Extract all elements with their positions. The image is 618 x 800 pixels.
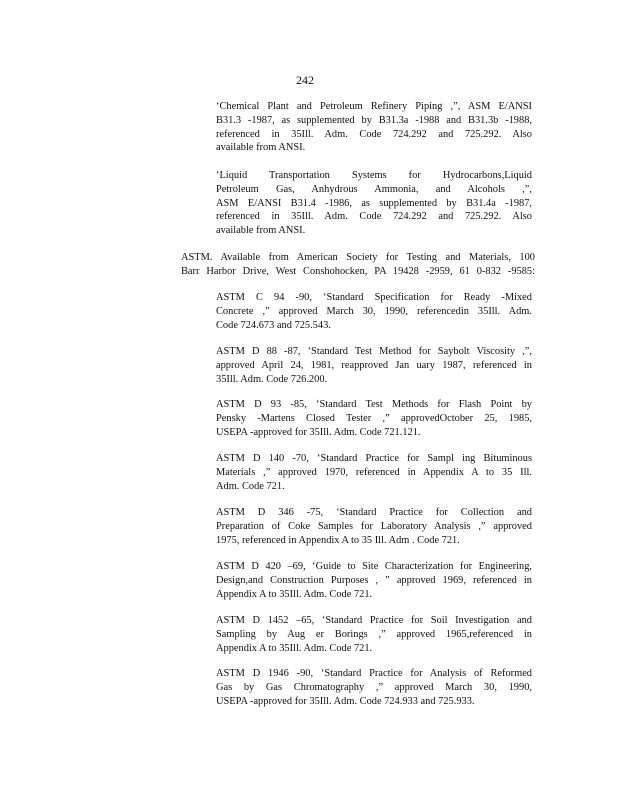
- entry-line: ASTM D 88 -87, ‘Standard Test Method for Saybolt Viscosity ,”,: [216, 346, 532, 357]
- entry-line: ASTM D 140 -70, ‘Standard Practice for Sampl ing Bituminous: [216, 453, 532, 464]
- entry-line: ASTM D 1946 -90, ‘Standard Practice for Analysis of Reformed: [216, 668, 532, 679]
- reference-entry-astm-d1452: [216, 614, 532, 655]
- entry-line: Petroleum Gas, Anhydrous Ammonia, and Alcohols ,”,: [216, 183, 532, 195]
- entry-line: Gas by Gas Chromatography ,” approved March 30, 1990,: [216, 681, 532, 693]
- entry-line: ASTM D 1452 –65, ‘Standard Practice for Soil Investigation and: [216, 615, 532, 626]
- entry-line: ASTM D 420 –69, ‘Guide to Site Characterization for Engineering,: [216, 561, 532, 572]
- entry-line: Preparation of Coke Samples for Laboratory Analysis ,” approved: [216, 520, 532, 532]
- entry-line: Pensky -Martens Closed Tester ,” approvedOctober 25, 1985,: [216, 412, 532, 424]
- page-number: 242: [296, 73, 314, 87]
- entry-line: available from ANSI.: [216, 225, 306, 237]
- entry-line: ASTM D 93 -85, ‘Standard Test Methods for Flash Point by: [216, 399, 532, 410]
- entry-line: Sampling by Aug er Borings ,” approved 1965,referenced in: [216, 628, 532, 640]
- entry-line: 1975, referenced in Appendix A to 35 Ill. Adm . Code 721.: [216, 534, 460, 546]
- entry-line: approved April 24, 1981, reapproved Jan uary 1987, referenced in: [216, 359, 532, 371]
- entry-line: available from ANSI.: [216, 142, 306, 154]
- reference-entry-astm-d88: [216, 345, 532, 386]
- reference-entry-astm-d140: [216, 452, 532, 493]
- entry-line: referenced in 35Ill. Adm. Code 724.292 and 725.292. Also: [216, 128, 532, 140]
- entry-line: Design,and Construction Purposes , ” approved 1969, referenced in: [216, 574, 532, 586]
- entry-line: ASM E/ANSI B31.4 -1986, as supplemented by B31.4a -1987,: [216, 197, 532, 209]
- entry-line: USEPA -approved for 35Ill. Adm. Code 721.121.: [216, 426, 421, 438]
- entry-line: ‘Liquid Transportation Systems for Hydrocarbons,Liquid: [216, 170, 532, 181]
- entry-line: Appendix A to 35Ill. Adm. Code 721.: [216, 588, 373, 600]
- entry-line: ASTM D 346 -75, ‘Standard Practice for Collection and: [216, 507, 532, 518]
- reference-entry-astm-d93: [216, 398, 532, 439]
- entry-line: referenced in 35Ill. Adm. Code 724.292 and 725.292. Also: [216, 211, 532, 223]
- entry-line: 35Ill. Adm. Code 726.200.: [216, 373, 328, 385]
- reference-entry-astm-c94: [216, 291, 532, 332]
- reference-entry-asme-b31-4: [216, 169, 532, 238]
- entry-line: Barr Harbor Drive, West Conshohocken, PA 19428 -2959, 61 0-832 -9585:: [181, 265, 535, 277]
- reference-entry-asme-b31-3: [216, 100, 532, 155]
- reference-entry-astm-d420: [216, 560, 532, 601]
- reference-entry-astm-d1946: [216, 667, 532, 708]
- entry-line: Appendix A to 35Ill. Adm. Code 721.: [216, 642, 373, 654]
- source-heading-astm: [181, 251, 535, 279]
- entry-line: ASTM. Available from American Society for Testing and Materials, 100: [181, 252, 535, 263]
- entry-line: ASTM C 94 -90, ‘Standard Specification for Ready -Mixed: [216, 292, 532, 303]
- entry-line: Code 724.673 and 725.543.: [216, 319, 331, 331]
- entry-line: Adm. Code 721.: [216, 480, 285, 492]
- entry-line: Concrete ,” approved March 30, 1990, referencedin 35Ill. Adm.: [216, 305, 532, 317]
- reference-entry-astm-d346: [216, 506, 532, 547]
- entry-line: Materials ,” approved 1970, referenced in Appendix A to 35 Ill.: [216, 466, 532, 478]
- entry-line: ‘Chemical Plant and Petroleum Refinery Piping ,”, ASM E/ANSI: [216, 101, 532, 112]
- entry-line: USEPA -approved for 35Ill. Adm. Code 724.933 and 725.933.: [216, 695, 475, 707]
- entry-line: B31.3 -1987, as supplemented by B31.3a -1988 and B31.3b -1988,: [216, 114, 532, 126]
